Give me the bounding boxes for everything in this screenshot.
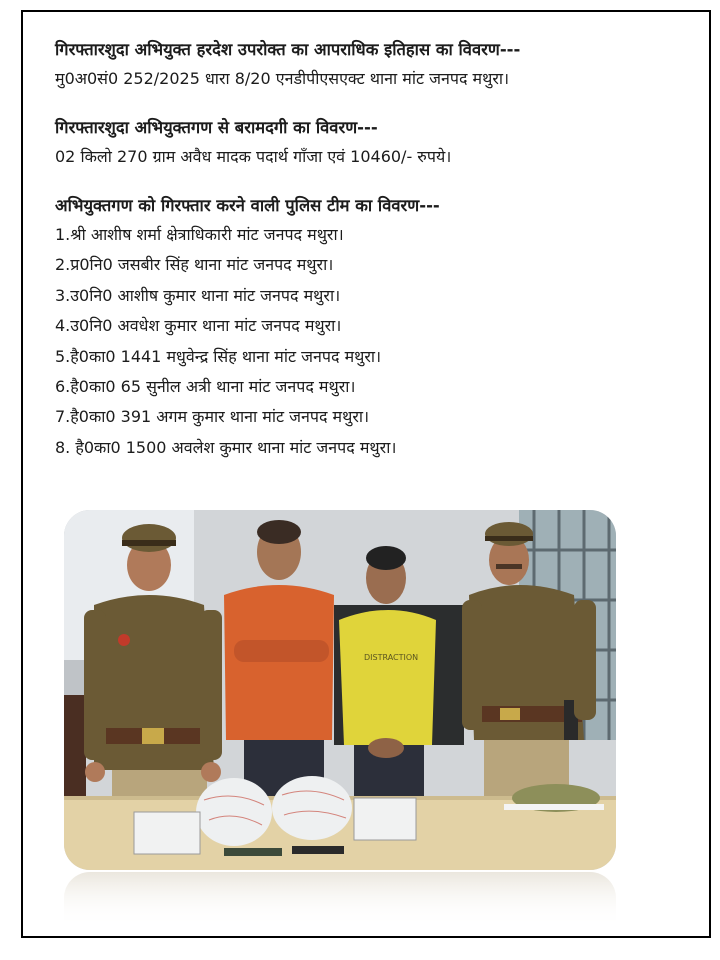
police-team-list <box>55 220 675 463</box>
list-item: 6.है0का0 65 सुनील अत्री थाना मांट जनपद मथुरा। <box>55 377 356 397</box>
list-item: 8. है0का0 1500 अवलेश कुमार थाना मांट जनपद मथुरा। <box>55 437 397 457</box>
criminal-history-detail: मु0अ0सं0 252/2025 धारा 8/20 एनडीपीएसएक्ट थाना मांट जनपद मथुरा। <box>55 69 510 88</box>
arrest-photo <box>64 510 616 870</box>
recovery-heading: गिरफ्तारशुदा अभियुक्तगण से बरामदगी का विवरण--- <box>55 118 378 137</box>
list-item: 2.प्र0नि0 जसबीर सिंह थाना मांट जनपद मथुरा। <box>55 255 334 275</box>
criminal-history-heading: गिरफ्तारशुदा अभियुक्त हरदेश उपरोक्त का आपराधिक इतिहास का विवरण--- <box>55 40 521 59</box>
arrest-photo-illustration <box>64 510 616 870</box>
document-body <box>55 36 675 463</box>
photo-reflection <box>64 872 616 924</box>
list-item: 3.उ0नि0 आशीष कुमार थाना मांट जनपद मथुरा। <box>55 285 341 305</box>
police-team-heading: अभियुक्तगण को गिरफ्तार करने वाली पुलिस टीम का विवरण--- <box>55 196 440 215</box>
recovery-detail: 02 किलो 270 ग्राम अवैध मादक पदार्थ गाँजा एवं 10460/- रुपये। <box>55 147 452 166</box>
list-item: 4.उ0नि0 अवधेश कुमार थाना मांट जनपद मथुरा। <box>55 316 342 336</box>
list-item: 1.श्री आशीष शर्मा क्षेत्राधिकारी मांट जनपद मथुरा। <box>55 225 344 244</box>
shirt-text: DISTRACTION <box>364 653 419 662</box>
list-item: 5.है0का0 1441 मधुवेन्द्र सिंह थाना मांट जनपद मथुरा। <box>55 346 382 366</box>
list-item: 7.है0का0 391 अगम कुमार थाना मांट जनपद मथुरा। <box>55 407 370 427</box>
